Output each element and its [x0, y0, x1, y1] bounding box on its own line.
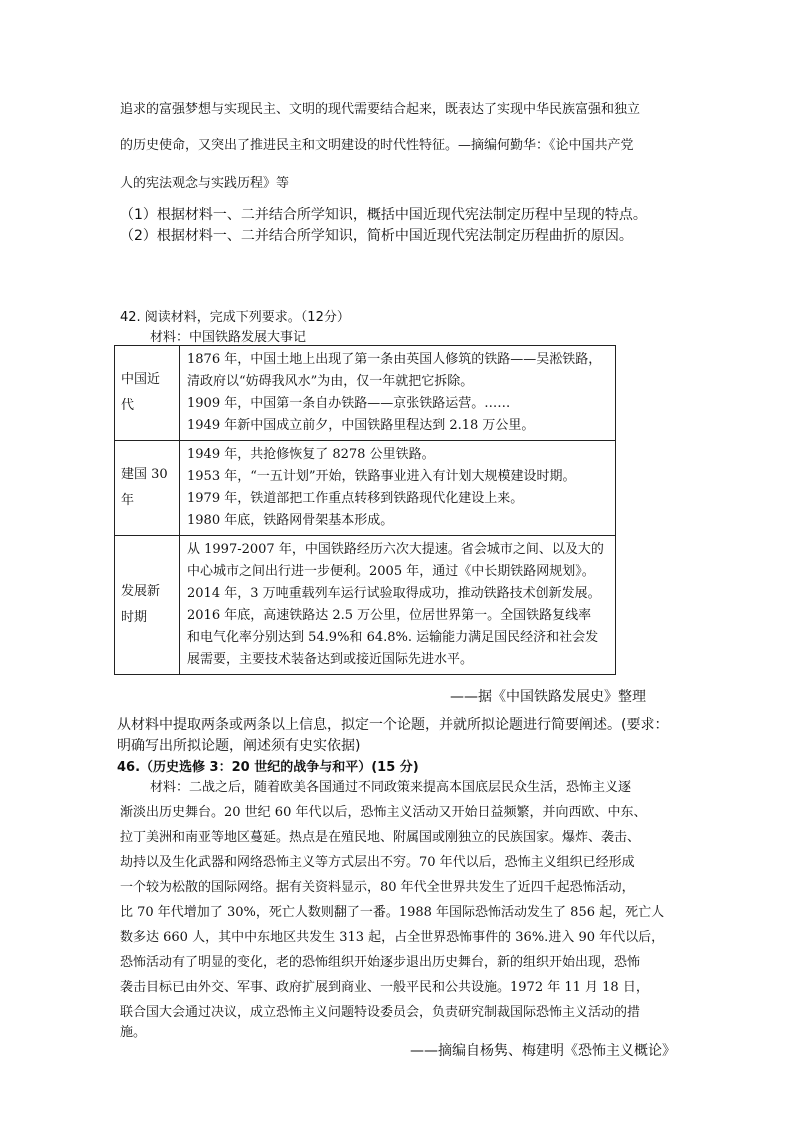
event-line: 和电气化率分别达到 54.9%和 64.8%. 运输能力满足国民经济和社会发: [187, 630, 599, 645]
event-line: 中心城市之间出行进一步便利。2005 年，通过《中长期铁路网规划》。: [187, 564, 595, 579]
event-line: 1949 年新中国成立前夕，中国铁路里程达到 2.18 万公里。: [187, 418, 535, 433]
period-cell: [115, 536, 180, 675]
q46-line: 联合国大会通过决议，成立恐怖主义问题特设委员会，负责研究制裁国际恐怖主义活动的措: [120, 1005, 641, 1020]
q46-line: 恐怖活动有了明显的变化，老的恐怖组织开始逐步退出历史舞台，新的组织开始出现，恐怖: [120, 955, 641, 970]
event-line: 2014 年，3 万吨重载列车运行试验取得成功，推动铁路技术创新发展。: [187, 586, 601, 601]
intro-line-1: 追求的富强梦想与实现民主、文明的现代需要结合起来，既表达了实现中华民族富强和独立: [120, 102, 641, 117]
q46-line: 拉丁美洲和南亚等地区蔓延。热点是在殖民地、附属国或刚独立的民族国家。爆炸、袭击、: [120, 830, 641, 845]
event-line: 展需要，主要技术装备达到或接近国际先进水平。: [187, 652, 474, 667]
intro-line-3: 人的宪法观念与实践历程》等: [120, 176, 290, 191]
table-row: [115, 536, 616, 675]
event-line: 1979 年，铁道部把工作重点转移到铁路现代化建设上来。: [187, 491, 524, 506]
q46-line: 比 70 年代增加了 30%，死亡人数则翻了一番。1988 年国际恐怖活动发生了 856 起，死亡人: [120, 905, 665, 920]
q46-line: 数多达 660 人，其中中东地区共发生 313 起，占全世界恐怖事件的 36%.进入 90 年代以后，: [120, 930, 665, 945]
q46-line: 袭击目标已由外交、军事、政府扩展到商业、一般平民和公共设施。1972 年 11 月 18 日，: [120, 980, 649, 995]
period-cell: [115, 346, 180, 441]
q42-material-label: 材料：中国铁路发展大事记: [150, 330, 307, 345]
event-line: 2016 年底，高速铁路达 2.5 万公里，位居世界第一。全国铁路复线率: [187, 608, 592, 623]
q42-source: ——据《中国铁路发展史》整理: [450, 689, 646, 705]
railway-events-table: [114, 345, 616, 675]
event-line: 1980 年底，铁路网骨架基本形成。: [187, 513, 394, 528]
event-line: 1949 年，共抢修恢复了 8278 公里铁路。: [187, 447, 435, 462]
table-row: [115, 441, 616, 536]
event-line: 1909 年，中国第一条自办铁路——京张铁路运营。……: [187, 396, 511, 411]
period-label: 年: [121, 493, 135, 508]
event-line: 1953 年，“一五计划”开始，铁路事业进入有计划大规模建设时期。: [187, 469, 576, 484]
period-label: 中国近: [121, 372, 161, 387]
period-label: 发展新: [121, 584, 161, 599]
q46-line: 一个较为松散的国际网络。据有关资料显示，80 年代全世界共发生了近四千起恐怖活动，: [120, 880, 635, 895]
q46-line: 材料：二战之后，随着欧美各国通过不同政策来提高本国底层民众生活，恐怖主义逐: [150, 780, 632, 795]
events-cell: [180, 536, 616, 675]
q46-line: 劫持以及生化武器和网络恐怖主义等方式层出不穷。70 年代以后，恐怖主义组织已经形成: [120, 855, 635, 870]
events-cell: [180, 346, 616, 441]
question-1: （1）根据材料一、二并结合所学知识，概括中国近现代宪法制定历程中呈现的特点。: [120, 207, 647, 223]
event-line: 清政府以“妨碍我风水”为由，仅一年就把它拆除。: [187, 374, 474, 389]
q46-source: ——摘编自杨隽、梅建明《恐怖主义概论》: [410, 1043, 676, 1059]
intro-line-2: 的历史使命，又突出了推进民主和文明建设的时代性特征。—摘编何勤华：《论中国共产党: [120, 138, 634, 153]
event-line: 从 1997-2007 年，中国铁路经历六次大提速。省会城市之间、以及大的: [187, 542, 604, 557]
q42-task-line-2: 明确写出所拟论题，阐述须有史实依据): [117, 738, 361, 754]
events-cell: [180, 441, 616, 536]
question-2: （2）根据材料一、二并结合所学知识，简析中国近现代宪法制定历程曲折的原因。: [120, 228, 633, 244]
period-cell: [115, 441, 180, 536]
q42-heading: 42. 阅读材料，完成下列要求。（12分）: [120, 310, 350, 325]
q42-task-line-1: 从材料中提取两条或两条以上信息，拟定一个论题，并就所拟论题进行简要阐述。(要求：: [117, 717, 669, 733]
q46-line: 渐淡出历史舞台。20 世纪 60 年代以后，恐怖主义活动又开始日益频繁，并向西欧、中东、: [120, 805, 647, 820]
period-label: 代: [121, 398, 135, 413]
q46-line: 施。: [120, 1025, 147, 1040]
period-label: 建国 30: [121, 467, 168, 482]
q46-heading: 46.（历史选修 3：20 世纪的战争与和平）(15 分): [117, 760, 419, 775]
table-row: [115, 346, 616, 441]
period-label: 时期: [121, 610, 148, 625]
event-line: 1876 年，中国土地上出现了第一条由英国人修筑的铁路——吴淞铁路，: [187, 352, 602, 367]
